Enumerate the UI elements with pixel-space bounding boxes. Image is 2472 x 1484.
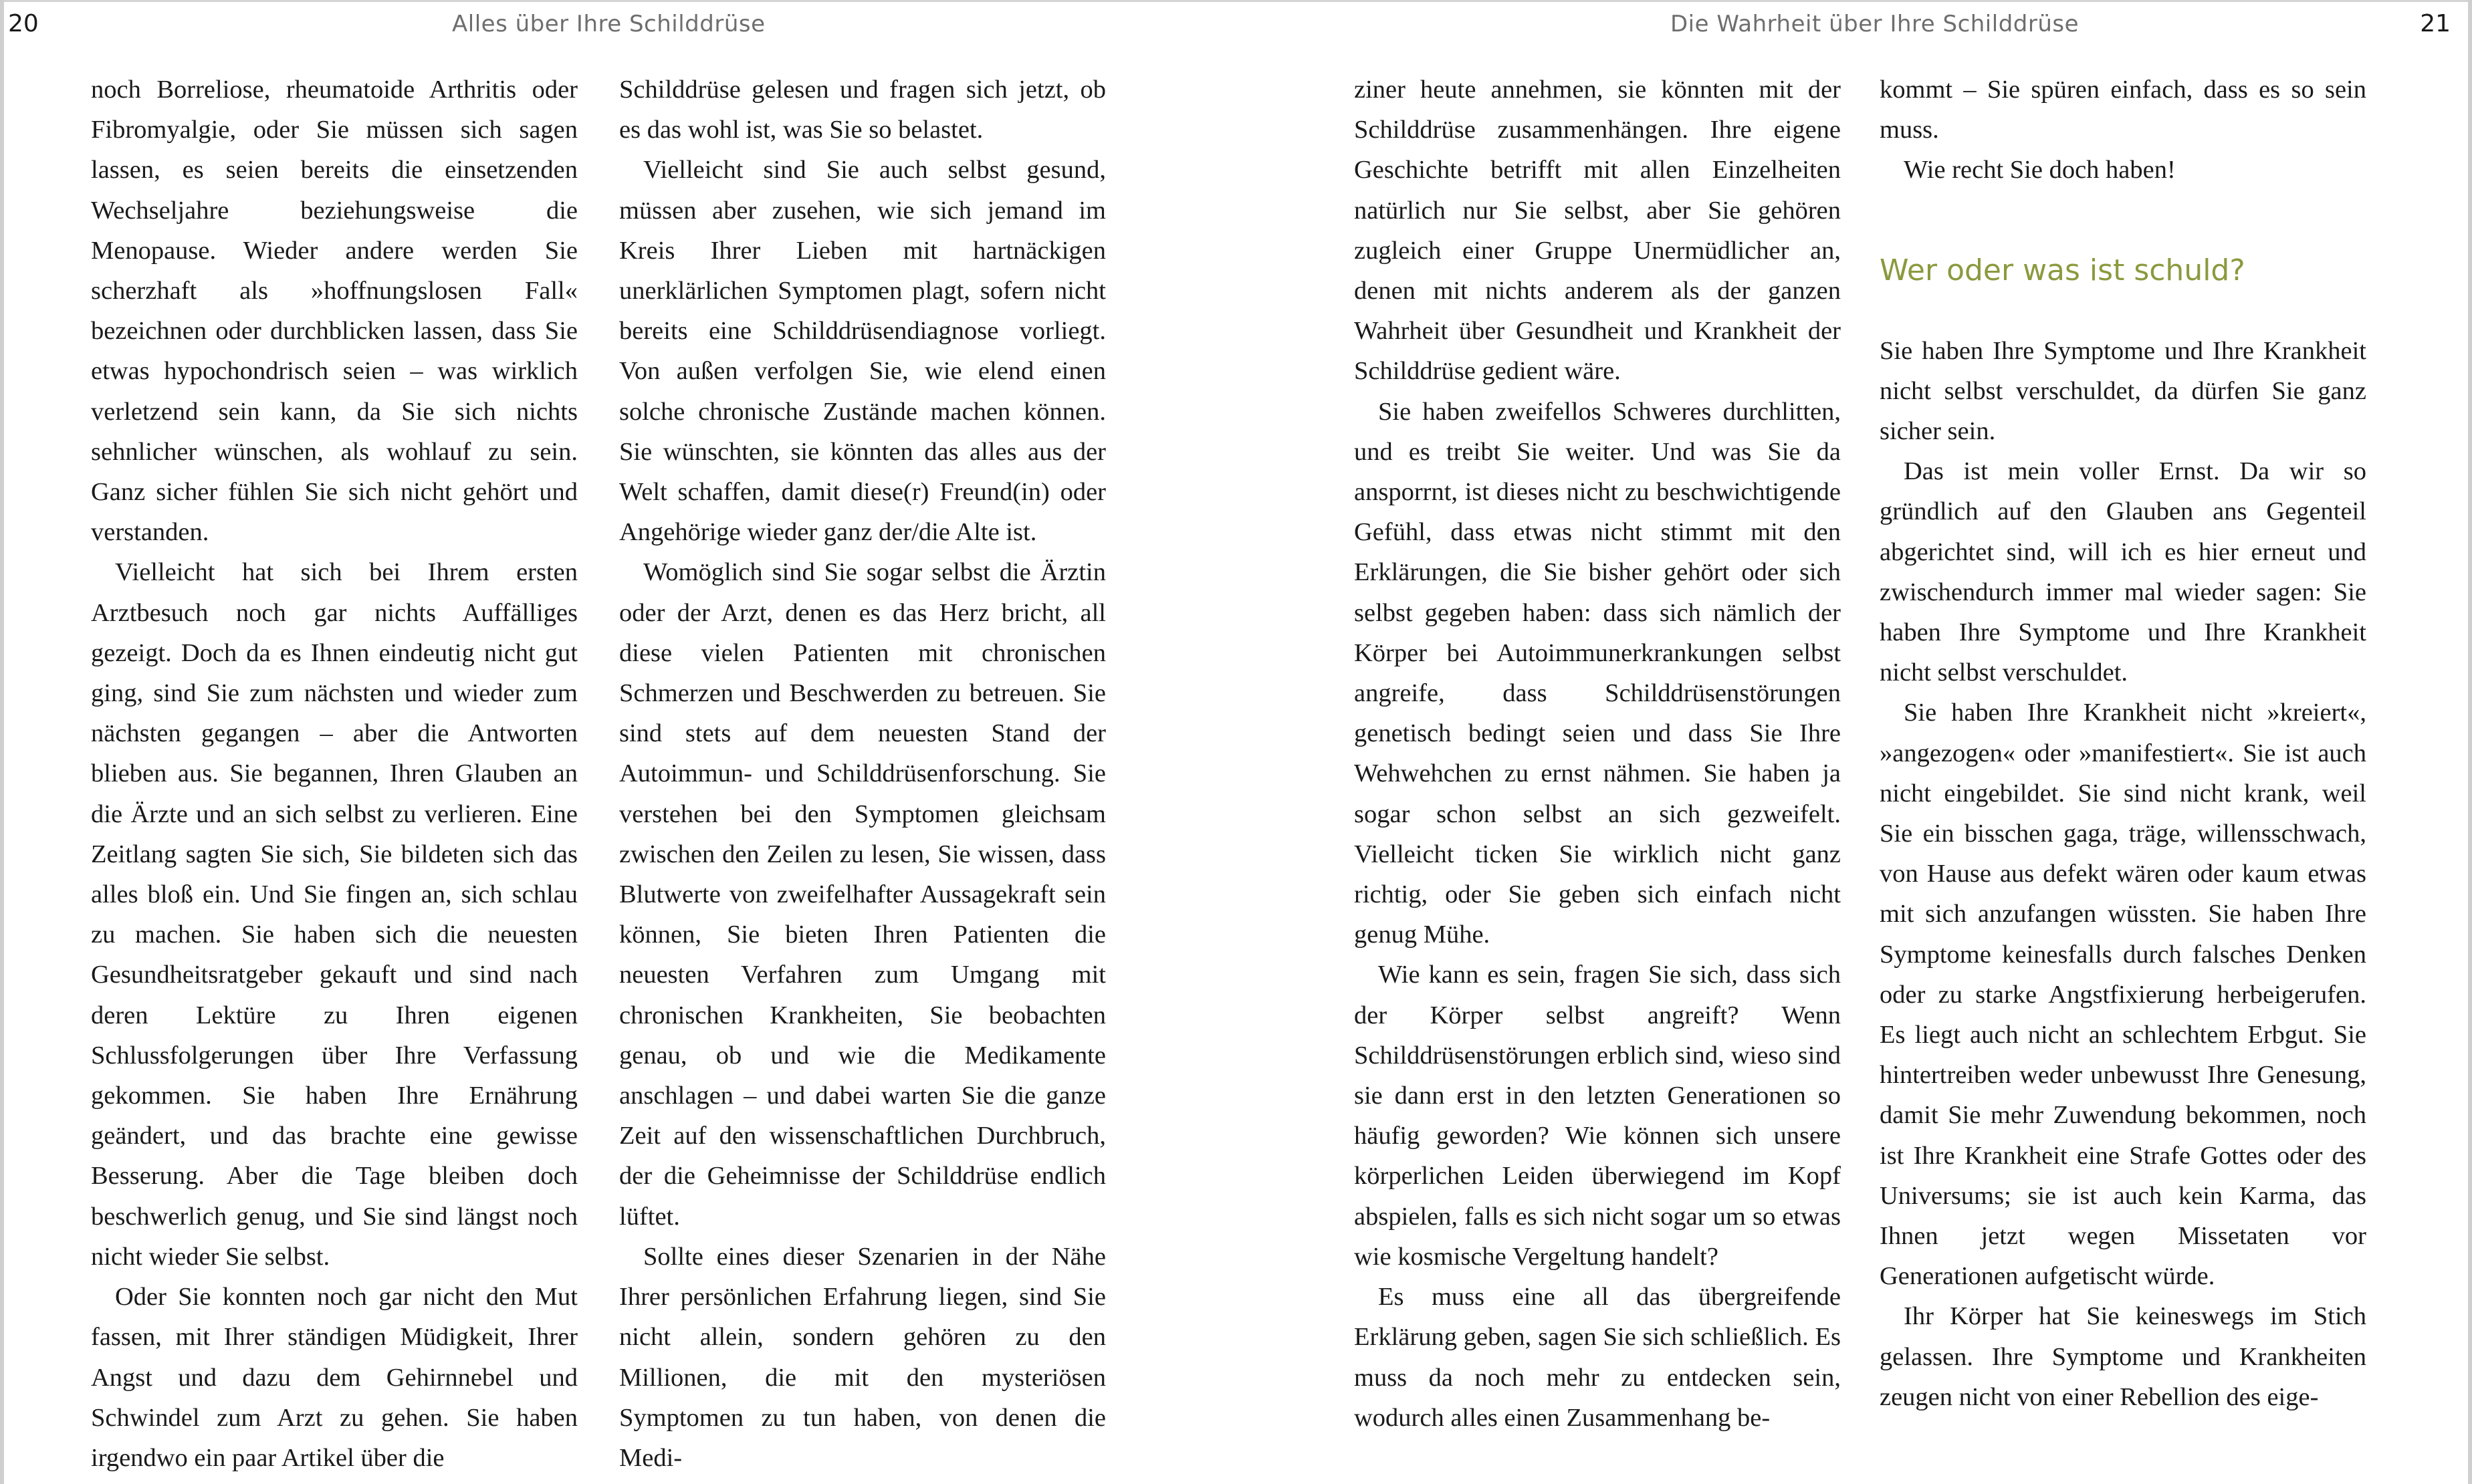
paragraph: Ihr Körper hat Sie keineswegs im Stich gelassen. Ihre Symptome und Krankheiten zeugen nicht von einer Rebellion des eige-: [1880, 1302, 2366, 1411]
paragraph: Womöglich sind Sie sogar selbst die Ärztin oder der Arzt, denen es das Herz bricht, all diese vielen Patienten mit chronischen Schmerzen und Beschwerden zu betreuen. Sie sind stets auf dem neuesten Stand der Autoimmun- und Schilddrüsenforschung. Sie verstehen bei den Symptomen gleichsam zwischen den Zeilen zu lesen, Sie wissen, dass Blutwerte von zweifelhafter Aussagekraft sein können, Sie bieten Ihren Patienten die neuesten Verfahren zum Umgang mit chronischen Krankheiten, Sie beobachten genau, ob und wie die Medikamente anschlagen – und dabei warten Sie die ganze Zeit auf den wissenschaftlichen Durchbruch, der die Geheimnisse der Schilddrüse endlich lüftet.: [619, 558, 1106, 1231]
paragraph: Vielleicht sind Sie auch selbst gesund, müssen aber zusehen, wie sich jemand im Kreis Ihrer Lieben mit hartnäckigen unerklärlichen Symptomen plagt, sofern nicht bereits eine Schilddrüsendiagnose vorliegt. Von außen verfolgen Sie, wie elend einen solche chronische Zustände machen können. Sie wünschten, sie könnten das alles aus der Welt schaffen, damit diese(r) Freund(in) oder Angehörige wieder ganz der/die Alte ist.: [619, 156, 1106, 547]
right-column-1: [1354, 70, 1841, 1438]
paragraph: Sie haben Ihre Symptome und Ihre Krankheit nicht selbst verschuldet, da dürfen Sie ganz sicher sein.: [1880, 336, 2366, 446]
right-page: [1236, 0, 2472, 1484]
paragraph: Sie haben Ihre Krankheit nicht »kreiert«, »angezogen« oder »manifestiert«. Sie ist auch nicht eingebildet. Sie sind nicht krank, weil Sie ein bisschen gaga, träge, willensschwach, von Hause aus defekt wären oder kaum etwas mit sich anzufangen wüssten. Sie haben Ihre Symptome keinesfalls durch falsches Denken oder zu starke Angstfixierung herbeigerufen. Es liegt auch nicht an schlechtem Erbgut. Sie hintertreiben weder unbewusst Ihre Genesung, damit Sie mehr Zuwendung bekommen, noch ist Ihre Krankheit eine Strafe Gottes oder des Universums; sie ist auch kein Karma, das Ihnen jetzt wegen Missetaten vor Generationen aufgetischt würde.: [1880, 699, 2366, 1291]
top-rule: [4, 0, 1236, 2]
paragraph: noch Borreliose, rheumatoide Arthritis oder Fibromyalgie, oder Sie müssen sich sagen lassen, es seien bereits die einsetzenden Wechseljahre beziehungsweise die Menopause. Wieder andere werden Sie scherzhaft als »hoffnungslosen Fall« bezeichnen oder durchblicken lassen, dass Sie etwas hypochondrisch seien – was wirklich verletzend sein kann, da Sie sich nichts sehnlicher wünschen, als wohlauf zu sein. Ganz sicher fühlen Sie sich nicht gehört und verstanden.: [91, 76, 578, 547]
paragraph: Vielleicht hat sich bei Ihrem ersten Arztbesuch noch gar nichts Auffälliges gezeigt. Doch da es Ihnen eindeutig nicht gut ging, sind Sie zum nächsten und wieder zum nächsten gegangen – aber die Antworten blieben aus. Sie begannen, Ihren Glauben an die Ärzte und an sich selbst zu verlieren. Eine Zeitlang sagten Sie sich, Sie bildeten sich das alles bloß ein. Und Sie fingen an, sich schlau zu machen. Sie haben sich die neuesten Gesundheitsratgeber gekauft und sind nach deren Lektüre zu Ihren eigenen Schlussfolgerungen über Ihre Verfassung gekommen. Sie haben Ihre Ernährung geändert, und das brachte eine gewisse Besserung. Aber die Tage bleiben doch beschwerlich genug, und Sie sind längst noch nicht wieder Sie selbst.: [91, 558, 578, 1271]
running-head-right: Die Wahrheit über Ihre Schilddrüse: [1670, 11, 2080, 37]
paragraph: Wie recht Sie doch haben!: [1904, 156, 2176, 184]
paragraph: Schilddrüse gelesen und fragen sich jetzt, ob es das wohl ist, was Sie so belastet.: [619, 76, 1106, 144]
page-number-left: 20: [8, 10, 39, 37]
spacer: [1880, 191, 2366, 251]
running-head-left: Alles über Ihre Schilddrüse: [452, 11, 766, 37]
paragraph: kommt – Sie spüren einfach, dass es so sein muss.: [1880, 76, 2366, 144]
section-heading: Wer oder was ist schuld?: [1880, 253, 2245, 287]
paragraph: Es muss eine all das übergreifende Erklärung geben, sagen Sie sich schließlich. Es muss da noch mehr zu entdecken sein, wodurch alles einen Zusammenhang be-: [1354, 1283, 1841, 1432]
paragraph: ziner heute annehmen, sie könnten mit der Schilddrüse zusammenhängen. Ihre eigene Geschichte betrifft mit allen Einzelheiten natürlich nur Sie selbst, aber Sie gehören zugleich einer Gruppe Unermüdlicher an, denen mit nichts anderem als der ganzen Wahrheit über Gesundheit und Krankheit der Schilddrüse gedient wäre.: [1354, 76, 1841, 386]
paragraph: Sie haben zweifellos Schweres durchlitten, und es treibt Sie weiter. Und was Sie da ansporrnt, ist dieses nicht zu beschwichtigende Gefühl, dass etwas nicht stimmt mit den Erklärungen, die Sie bisher gehört oder sich selbst gegeben haben: dass sich nämlich der Körper bei Autoimmunerkrankungen selbst angreife, dass Schilddrüsenstörungen genetisch bedingt seien und dass Sie Ihre Wehwehchen zu ernst nähmen. Sie haben ja sogar schon selbst an sich gezweifelt. Vielleicht ticken Sie wirklich nicht ganz richtig, oder Sie geben sich einfach nicht genug Mühe.: [1354, 397, 1841, 949]
spacer: [1880, 291, 2366, 331]
paragraph: Sollte eines dieser Szenarien in der Nähe Ihrer persönlichen Erfahrung liegen, sind Sie nicht allein, sondern gehören zu den Millionen, die mit den mysteriösen Symptomen zu tun haben, von denen die Medi-: [619, 1242, 1106, 1472]
left-column-2: [619, 70, 1106, 1478]
left-column-1: [91, 70, 578, 1478]
paragraph: Oder Sie konnten noch gar nicht den Mut fassen, mit Ihrer ständigen Müdigkeit, Ihrer Angst und dazu dem Gehirnnebel und Schwindel zum Arzt zu gehen. Sie haben irgendwo ein paar Artikel über die: [91, 1283, 578, 1472]
page-number-right: 21: [2420, 10, 2451, 37]
paragraph: Wie kann es sein, fragen Sie sich, dass sich der Körper selbst angreift? Wenn Schilddrüsenstörungen erblich sind, wieso sind sie dann erst in den letzten Generationen so häufig geworden? Wie können sich unsere körperlichen Leiden überwiegend im Kopf abspielen, falls es sich nicht sogar um so etwas wie kosmische Vergeltung handelt?: [1354, 961, 1841, 1271]
top-rule: [1236, 0, 2468, 2]
right-column-2: [1880, 70, 2366, 1417]
paragraph: Das ist mein voller Ernst. Da wir so gründlich auf den Glauben ans Gegenteil abgerichtet sind, will ich es hier erneut und zwischendurch immer mal wieder sagen: Sie haben Ihre Symptome und Ihre Krankheit nicht selbst verschuldet.: [1880, 457, 2366, 687]
